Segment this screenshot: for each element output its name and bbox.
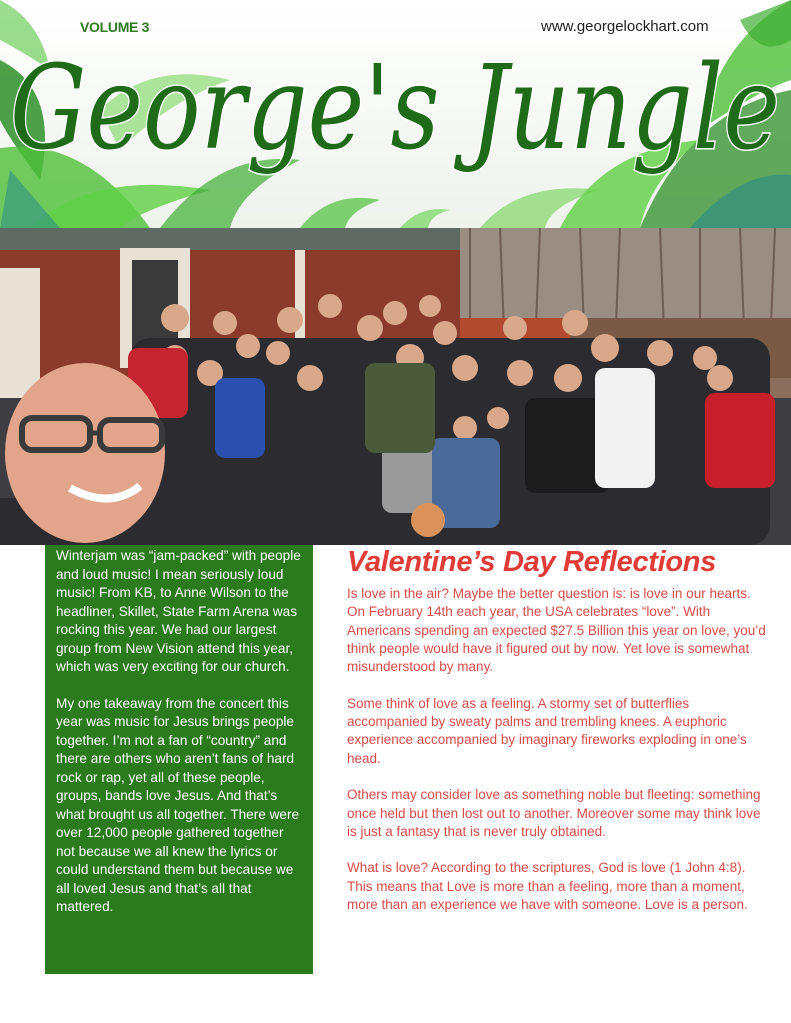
article-paragraph: Is love in the air? Maybe the better question is: is love in our hearts. On February 14th each year, the USA celebrates “love”. With Americans spending an expected $27.5 Billion this year on love, you’d think people would have it figured out by now. Yet love is somewhat misunderstood by many. — [347, 586, 766, 675]
winterjam-sidebar — [45, 545, 313, 974]
website-link[interactable]: www.georgelockhart.com — [541, 18, 709, 35]
masthead-title-text: George's Jungle — [10, 41, 780, 176]
article-body — [347, 585, 767, 933]
article-paragraph: Others may consider love as something noble but fleeting: something once held but then lost out to another. Moreover some may think love is just a fantasy that is never truly obtained. — [347, 787, 761, 839]
sidebar-paragraph: Winterjam was “jam-packed” with people and loud music! I mean seriously loud music! From KB, to Anne Wilson to the headliner, Skillet, State Farm Arena was rocking this year. We had our largest group from New Vision attend this year, which was very exciting for our church. — [56, 548, 301, 674]
masthead-title — [0, 18, 791, 218]
sidebar-paragraph: My one takeaway from the concert this year was music for Jesus brings people together. I’m not a fan of “country” and there are others who aren’t fans of hard rock or rap, yet all of these people, groups, bands love Jesus. And that’s what brought us all together. There were over 12,000 people gathered together not because we all knew the lyrics or could understand them but because we all loved Jesus and that’s all that mattered. — [56, 695, 300, 914]
newsletter-header — [0, 0, 791, 228]
group-selfie-photo — [0, 228, 791, 545]
article-title: Valentine’s Day Reflections — [347, 546, 717, 578]
volume-label: VOLUME 3 — [80, 19, 150, 35]
photo-illustration — [0, 228, 791, 545]
article-paragraph: What is love? According to the scriptures, God is love (1 John 4:8). This means that Love is more than a feeling, more than a moment, more than an experience we have with someone. Love is a person. — [347, 860, 748, 913]
article-paragraph: Some think of love as a feeling. A stormy set of butterflies accompanied by sweaty palms and trembling knees. A euphoric experience accompanied by imaginary fireworks exploding in one’s head. — [347, 695, 747, 766]
